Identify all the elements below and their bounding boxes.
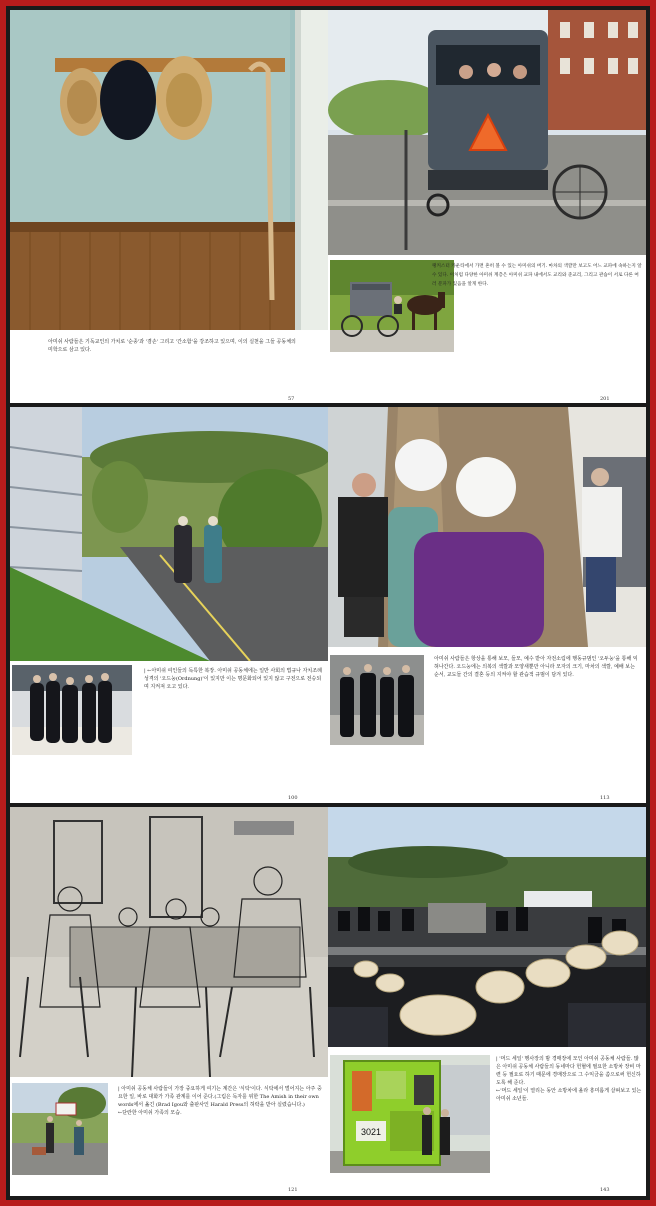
fire-truck-photo [330,1055,490,1173]
women-black-dress-photo [12,665,132,755]
page-number: 121 [288,1187,298,1193]
caption-hats: 아미쉬 사람들은 기독교인의 가치로 '순종'과 '겸손' 그리고 '간소함'을 강조하고 있으며, 이의 실천을 그들 공동체의 미학으로 삼고 있다. [48,339,296,353]
family-walking-photo [12,1083,108,1175]
page-number: 113 [600,795,610,801]
hats-on-wall-photo [10,10,328,330]
page-number: 57 [288,396,295,402]
buggy-rear-photo [328,10,646,255]
women-on-road-photo [10,407,328,661]
spread-2-left-page [10,407,328,803]
caption-buggy: 랭커스터 카운티에서 가면 흔히 볼 수 있는 아미쉬의 버기. 마차의 색깔만 보고도 어느 교파에 속하는지 알 수 있다. 이처럼 다양한 아미쉬 계층은 아미쉬 교파 내에서도 교리와 준교리, 그리고 관습이 서로 다른 여러 분파가 있음을 알게 한다. [432,264,642,287]
spread-2-right-page [328,407,646,803]
women-white-caps-photo [328,407,646,647]
page-number: 143 [600,1187,610,1193]
mud-sale-crowd-photo [328,807,646,1047]
page-number: 100 [288,795,298,801]
photo-collage-frame [6,6,650,1200]
page-number: 201 [600,396,610,402]
caption-women-dress: | ←아미쉬 여인들의 독특한 복장. 아미쉬 공동체에는 일반 사회의 법규나 자치조례 성격의 '오드눙(Ordnung)'이 있지만 이는 명문화되어 있지 않고 구전으로 전승되며 지켜져 오고 있다. [144,668,322,690]
fire-truck-number: 3021 [360,1127,382,1137]
spread-3-left-page [10,807,328,1196]
family-table-drawing [10,807,328,1077]
caption-ordnung: 아미쉬 사람들은 항상을 통해 보모, 들모, 예수 받아 자전소림에 행동규범인 '오두눙'을 통해 익혀나간다. 오드눙에는 의복의 색깔과 모양새뿐만 아니라 모자의 크기, 마차의 색깔, 예배 보는 순서, 교도들 간의 결혼 등의 지켜야 할 관습적 규범이 담겨 있다. [434,656,638,678]
black-coat-group-photo [330,655,424,745]
spread-1-left-page [10,10,328,403]
spread-1-right-page [328,10,646,403]
caption-family-table: | 아미쉬 공동체 사람들이 가장 중요하게 여기는 계간은 '식탁'이다. 식탁에서 벌어지는 아주 중요한 일, 바로 대화가 가족 관계를 이어 준다.(그림은 독자를 위한 The Amish in their own words에서 옮긴 (Brad Igou와 출판사인 Harald Press의 허락을 받아 실렸습니다.) ←단란한 아미쉬 가족의 모습. [118,1086,322,1116]
caption-mud-sale: | '머드 세일' 행사장의 밤 경매장에 모인 아미쉬 공동체 사람들. 많은 아미쉬 공동체 사람들의 동네마다 헌혈에 필요한 소방차 장비 마련 등 필요로 하기 때문에 경매장으로 그 수익금을 씀으로써 헌신하도록 해 준다. ←'머드 세일'이 열리는 동안 소방차에 올라 흥미롭게 살펴보고 있는 아미쉬 소년들. [496,1056,642,1102]
spread-3-right-page [328,807,646,1196]
